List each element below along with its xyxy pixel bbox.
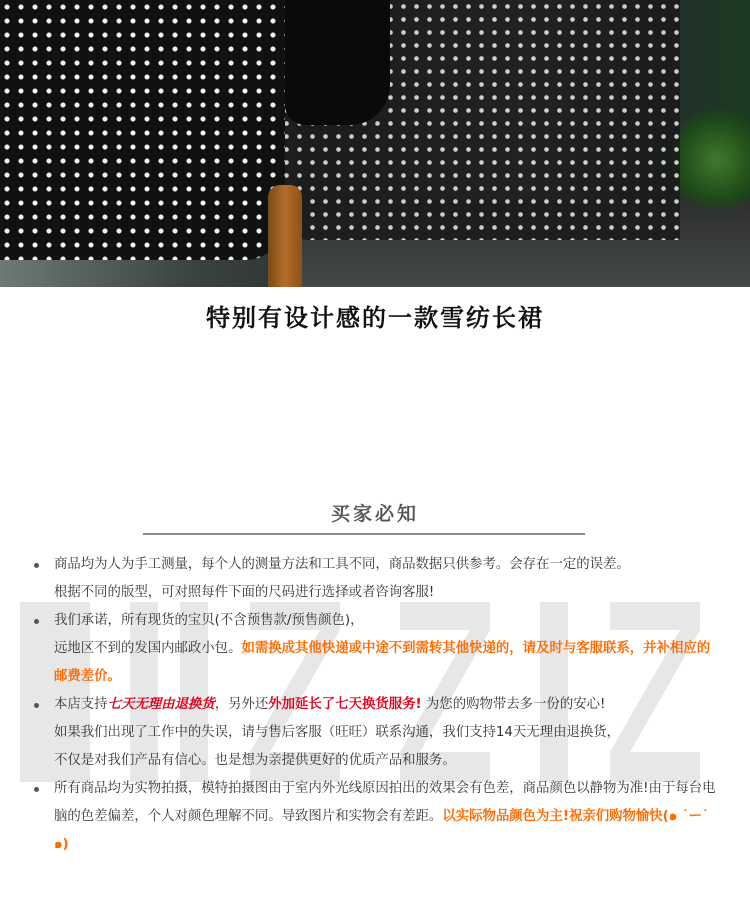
- notice-text: 如果我们出现了工作中的失误，请与售后客服（旺旺）联系沟通，我们支持14天无理由退换货，: [54, 725, 621, 740]
- notice-highlight: 以实际物品颜色为主!祝亲们购物愉快(๑ ˙ー˙ ๑): [54, 809, 709, 852]
- notice-text: 我们承诺，所有现货的宝贝(不含预售款/预售颜色)，: [54, 613, 364, 628]
- product-headline: 特别有设计感的一款雪纺长裙: [206, 304, 544, 332]
- notice-text: 所有商品均为实物拍摄，模特拍摄图由于室内外光线原因拍出的效果会有色差，商品颜色以静物为准!由于每台电脑的色差偏差，个人对颜色理解不同。导致图片和实物会有差距。: [54, 781, 716, 824]
- notice-item-returns: [32, 691, 722, 775]
- notice-text: 根据不同的版型，可对照每件下面的尺码进行选择或者咨询客服!: [54, 585, 435, 600]
- buyer-notice-title: 买家必知: [330, 503, 419, 525]
- section-divider: [143, 533, 585, 535]
- polka-dot-fabric-left: [0, 0, 285, 260]
- dark-skirt-panel: [285, 0, 390, 125]
- notice-text: 远地区不到的发国内邮政小包。: [54, 641, 242, 656]
- notice-text: 本店支持: [54, 697, 108, 712]
- notice-text: 商品均为人为手工测量，每个人的测量方法和工具不同，商品数据只供参考。会存在一定的误差。: [54, 557, 630, 572]
- product-photo: [0, 0, 750, 287]
- notice-text: 不仅是对我们产品有信心。也是想为亲提供更好的优质产品和服务。: [54, 753, 456, 768]
- notice-item-color: [32, 775, 722, 859]
- buyer-notice-list: [32, 551, 722, 859]
- wooden-stand: [268, 185, 302, 287]
- notice-item-shipping: [32, 607, 722, 691]
- notice-item-measurement: [32, 551, 722, 607]
- notice-red-text: 外加延长了七天换货服务!: [268, 697, 422, 712]
- photo-plant: [668, 110, 750, 210]
- notice-text: ，另外还: [214, 697, 269, 712]
- notice-red-text: 七天无理由退换货: [107, 697, 215, 712]
- notice-text: 为您的购物带去多一份的安心!: [425, 697, 606, 712]
- notice-highlight: 如需换成其他快递或中途不到需转其他快递的，请及时与客服联系，并补相应的邮费差价。: [54, 641, 711, 684]
